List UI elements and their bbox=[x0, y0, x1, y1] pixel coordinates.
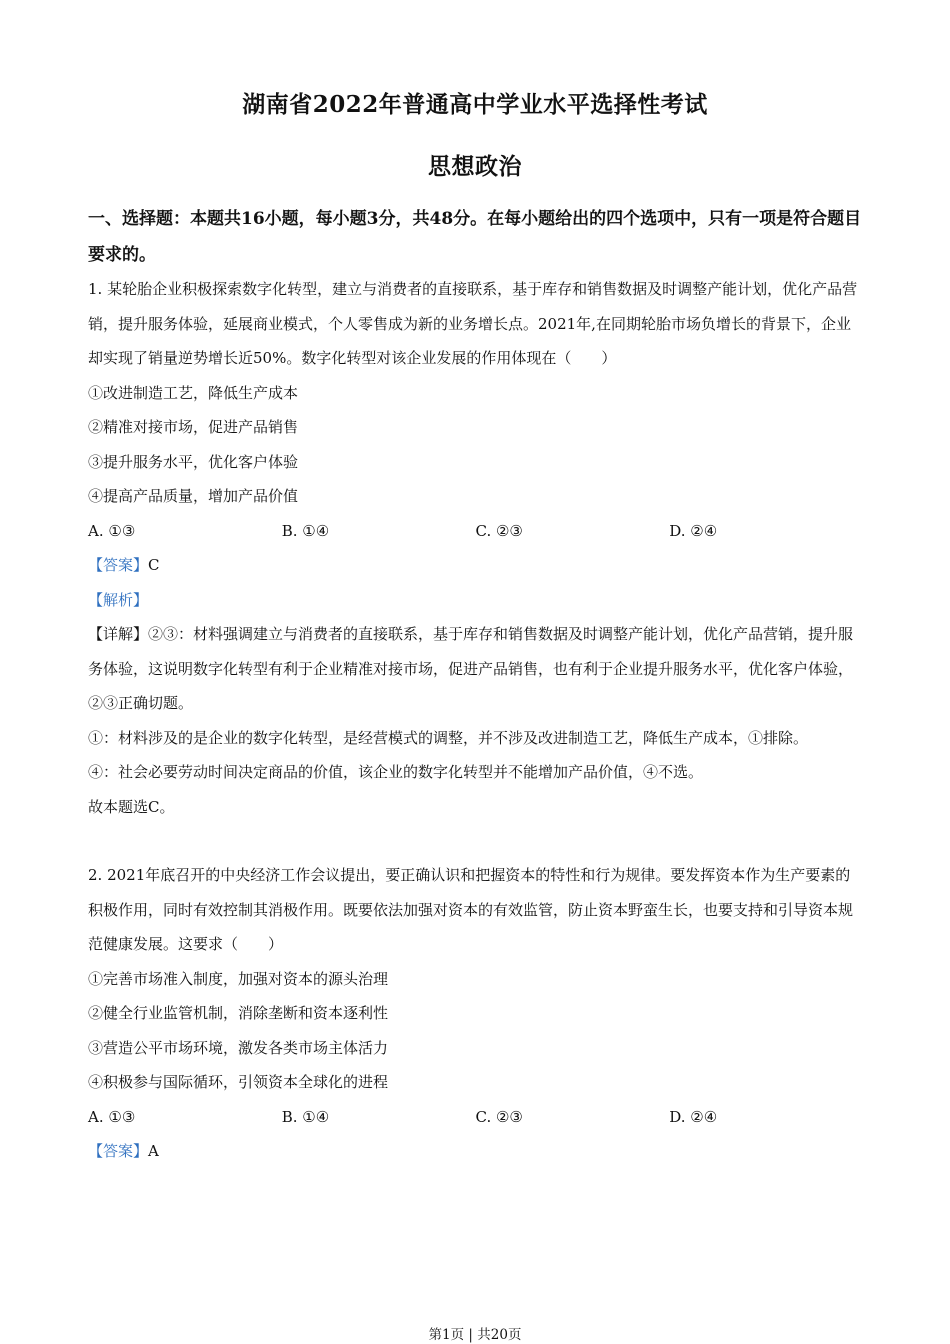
page-footer: 第1页 | 共20页 bbox=[428, 1327, 522, 1343]
option-a: A. ①③ bbox=[88, 521, 136, 540]
question-1-options bbox=[88, 514, 863, 549]
subject-title: 思想政治 bbox=[428, 153, 522, 180]
answer-value: A bbox=[148, 1142, 159, 1160]
question-2-item: ③营造公平市场环境，激发各类市场主体活力 bbox=[88, 1038, 389, 1057]
option-d: D. ②④ bbox=[669, 1107, 718, 1126]
answer-label: 【答案】 bbox=[88, 1142, 149, 1160]
question-1-stem: 1. 某轮胎企业积极探索数字化转型，建立与消费者的直接联系，基于库存和销售数据及时调整产能计划，优化产品营销，提升服务体验，延展商业模式，个人零售成为新的业务增长点。2021年,在同期轮胎市场负增长的背景下，企业却实现了销量逆势增长近50%。数字化转型对该企业发展的作用体现在（ ） bbox=[88, 280, 858, 367]
detail-label: 【详解】 bbox=[88, 625, 149, 643]
question-1-detail-3: ④：社会必要劳动时间决定商品的价值，该企业的数字化转型并不能增加产品价值，④不选。 bbox=[88, 763, 704, 781]
option-c: C. ②③ bbox=[475, 1107, 523, 1126]
question-1-detail bbox=[88, 617, 863, 721]
question-1-detail-2: ①：材料涉及的是企业的数字化转型，是经营模式的调整，并不涉及改进制造工艺，降低生产成本，①排除。 bbox=[88, 728, 809, 747]
option-d: D. ②④ bbox=[669, 521, 718, 540]
question-1-item: ②精准对接市场，促进产品销售 bbox=[88, 418, 299, 436]
detail-text: ②③：材料强调建立与消费者的直接联系，基于库存和销售数据及时调整产能计划，优化产品营销，提升服务体验，这说明数字化转型有利于企业精准对接市场，促进产品销售，也有利于企业提升服务水平，优化客户体验，②③正确切题。 bbox=[88, 625, 854, 712]
option-c: C. ②③ bbox=[475, 521, 523, 540]
option-a: A. ①③ bbox=[88, 1107, 136, 1126]
answer-value: C bbox=[148, 556, 160, 574]
option-b: B. ①④ bbox=[281, 521, 330, 540]
question-2-item: ②健全行业监管机制，消除垄断和资本逐利性 bbox=[88, 1004, 389, 1022]
analysis-label: 【解析】 bbox=[88, 590, 149, 609]
question-2-item: ①完善市场准入制度，加强对资本的源头治理 bbox=[88, 969, 389, 988]
question-1-conclusion: 故本题选C。 bbox=[88, 797, 175, 816]
question-spacer bbox=[88, 824, 863, 858]
option-b: B. ①④ bbox=[281, 1107, 330, 1126]
answer-label: 【答案】 bbox=[88, 556, 149, 574]
questions-content bbox=[88, 272, 863, 1169]
question-1-answer bbox=[88, 548, 863, 583]
question-2-item: ④积极参与国际循环，引领资本全球化的进程 bbox=[88, 1073, 389, 1091]
exam-title: 湖南省2022年普通高中学业水平选择性考试 bbox=[242, 91, 708, 118]
question-1-item: ③提升服务水平，优化客户体验 bbox=[88, 452, 299, 471]
question-2-options bbox=[88, 1100, 863, 1135]
question-1-item: ①改进制造工艺，降低生产成本 bbox=[88, 383, 299, 402]
question-1-item: ④提高产品质量，增加产品价值 bbox=[88, 487, 299, 505]
question-2-stem: 2. 2021年底召开的中央经济工作会议提出，要正确认识和把握资本的特性和行为规律。要发挥资本作为生产要素的积极作用，同时有效控制其消极作用。既要依法加强对资本的有效监管，防止资本野蛮生长，也要支持和引导资本规范健康发展。这要求（ ） bbox=[88, 866, 854, 953]
question-2-answer bbox=[88, 1134, 863, 1169]
section-heading: 一、选择题：本题共16小题，每小题3分，共48分。在每小题给出的四个选项中，只有一项是符合题目要求的。 bbox=[88, 209, 862, 265]
